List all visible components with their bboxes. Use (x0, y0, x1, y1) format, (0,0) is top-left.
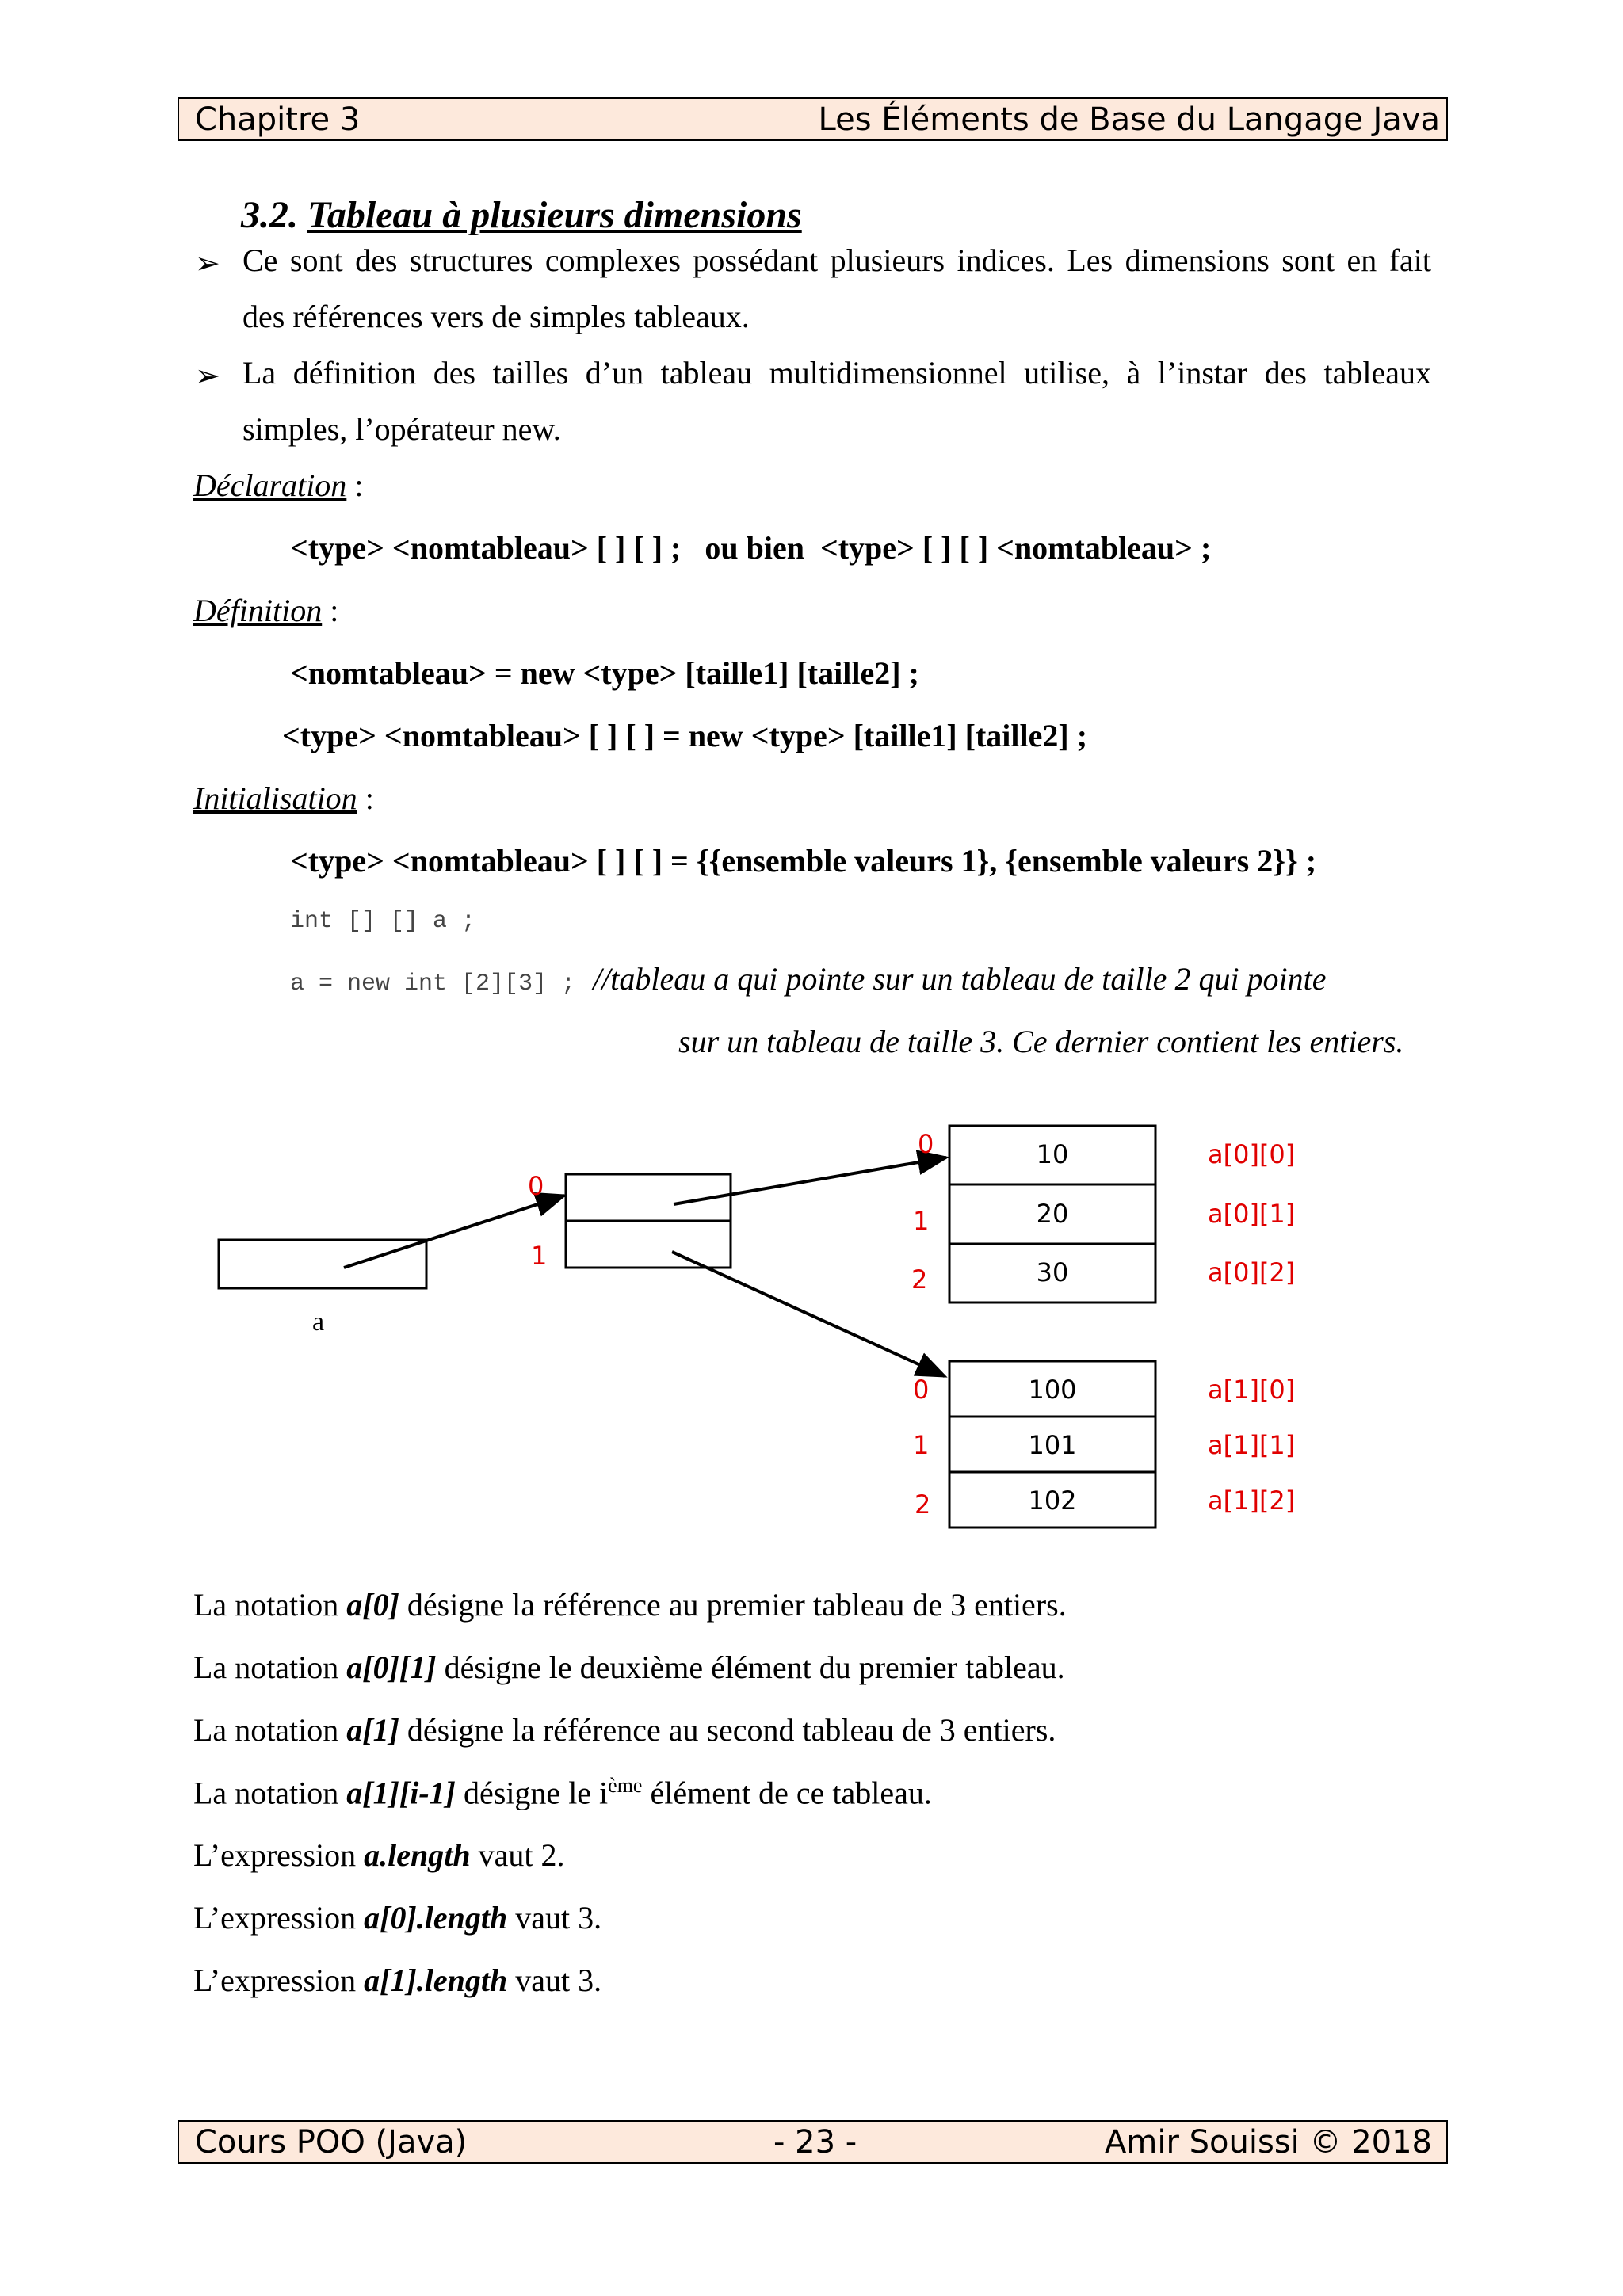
course-name: Cours POO (Java) (195, 2124, 468, 2161)
declaration-syntax: <type> <nomtableau> [ ] [ ] ; ou bien <type> [ ] [ ] <nomtableau> ; (290, 530, 1212, 566)
note-emphasis: a[1].length (364, 1962, 508, 1998)
array1-value-0: 100 (1028, 1375, 1077, 1405)
array0-value-1: 20 (1036, 1199, 1069, 1229)
array0-value-2: 30 (1036, 1257, 1069, 1287)
array1-index-2: 2 (915, 1489, 931, 1520)
section-number: 3.2. (241, 194, 298, 236)
example-comment-1: //tableau a qui pointe sur un tableau de taille 2 qui pointe (593, 961, 1327, 997)
definition-syntax-2: <type> <nomtableau> [ ] [ ] = new <type> [taille1] [taille2] ; (282, 718, 1088, 753)
note-text: L’expression (193, 1900, 365, 1936)
example-code: a = new int [2][3] ; (290, 971, 576, 997)
note-text: La notation (193, 1712, 347, 1748)
chapter-label: Chapitre 3 (195, 101, 361, 138)
colon: : (322, 593, 339, 628)
array0-index-0: 0 (918, 1129, 934, 1159)
array0-value-0: 10 (1036, 1139, 1069, 1169)
variable-a-box (219, 1240, 426, 1288)
note-emphasis: a[0] (346, 1587, 399, 1623)
array0-index-1: 1 (913, 1206, 930, 1236)
array1-label-2: a[1][2] (1208, 1486, 1296, 1516)
arrow-ref1-to-array1 (672, 1252, 945, 1376)
note-text: vaut 3. (507, 1900, 602, 1936)
copyright: Amir Souissi © 2018 (1105, 2124, 1432, 2161)
note-line (193, 1711, 1056, 1749)
note-text: La notation (193, 1650, 347, 1685)
note-emphasis: a[0].length (364, 1900, 508, 1936)
initialisation-label: Initialisation (193, 780, 357, 816)
bullet-arrow-icon: ➢ (195, 360, 220, 393)
array0-index-2: 2 (911, 1264, 928, 1295)
array0-label-2: a[0][2] (1208, 1257, 1296, 1287)
array1-value-1: 101 (1028, 1430, 1077, 1460)
declaration-label: Déclaration (193, 467, 347, 503)
note-emphasis: a.length (364, 1837, 471, 1873)
bullet-1-line-1: Ce sont des structures complexes possédant plusieurs indices. Les dimensions sont en fait (242, 242, 1431, 278)
page-footer (178, 2120, 1448, 2164)
example-code-line-1: int [] [] a ; (290, 908, 476, 935)
array1-value-2: 102 (1028, 1486, 1077, 1516)
note-line (193, 1899, 601, 1936)
definition-syntax-1: <nomtableau> = new <type> [taille1] [taille2] ; (290, 655, 919, 691)
note-text: La notation (193, 1775, 347, 1811)
array1-index-1: 1 (913, 1430, 930, 1460)
colon: : (357, 780, 374, 816)
array1-label-0: a[1][0] (1208, 1375, 1296, 1405)
example-comment-2: sur un tableau de taille 3. Ce dernier contient les entiers. (678, 1024, 1404, 1059)
note-emphasis: a[0][1] (346, 1650, 437, 1685)
note-emphasis: a[1] (346, 1712, 399, 1748)
bullet-2-line-2: simples, l’opérateur new. (242, 411, 561, 447)
array0-label-0: a[0][0] (1208, 1139, 1296, 1169)
initialisation-syntax: <type> <nomtableau> [ ] [ ] = {{ensemble valeurs 1}, {ensemble valeurs 2}} ; (290, 843, 1317, 879)
note-text: désigne la référence au premier tableau de 3 entiers. (399, 1587, 1067, 1623)
note-text: élément de ce tableau. (642, 1775, 932, 1811)
note-line (193, 1586, 1067, 1623)
bullet-arrow-icon: ➢ (195, 247, 220, 280)
definition-label: Définition (193, 593, 323, 628)
ref-index-1: 1 (531, 1241, 548, 1271)
ref-index-0: 0 (528, 1171, 544, 1201)
colon: : (346, 467, 364, 503)
note-text: L’expression (193, 1837, 365, 1873)
note-emphasis: a[1][i-1] (346, 1775, 456, 1811)
reference-cell-1 (566, 1221, 731, 1268)
array0-label-1: a[0][1] (1208, 1199, 1296, 1229)
bullet-1-line-2: des références vers de simples tableaux. (242, 299, 750, 334)
note-text: désigne le deuxième élément du premier tableau. (436, 1650, 1065, 1685)
array1-label-1: a[1][1] (1208, 1430, 1296, 1460)
note-text: désigne la référence au second tableau de 3 entiers. (399, 1712, 1056, 1748)
section-title-text: Tableau à plusieurs dimensions (307, 194, 802, 236)
note-text: vaut 3. (507, 1962, 602, 1998)
note-text: désigne le i (456, 1775, 609, 1811)
note-line (193, 1962, 601, 1999)
bullet-2-line-1: La définition des tailles d’un tableau multidimensionnel utilise, à l’instar des tableaux (242, 355, 1431, 391)
note-line (193, 1774, 932, 1811)
header-title: Les Éléments de Base du Langage Java (818, 101, 1440, 138)
note-superscript: ème (608, 1774, 643, 1797)
note-line (193, 1836, 565, 1874)
note-text: L’expression (193, 1962, 365, 1998)
note-text: La notation (193, 1587, 347, 1623)
note-text: vaut 2. (470, 1837, 565, 1873)
array1-index-0: 0 (913, 1375, 930, 1405)
page-number: - 23 - (773, 2124, 857, 2161)
note-line (193, 1649, 1065, 1686)
variable-a-label: a (312, 1307, 325, 1337)
